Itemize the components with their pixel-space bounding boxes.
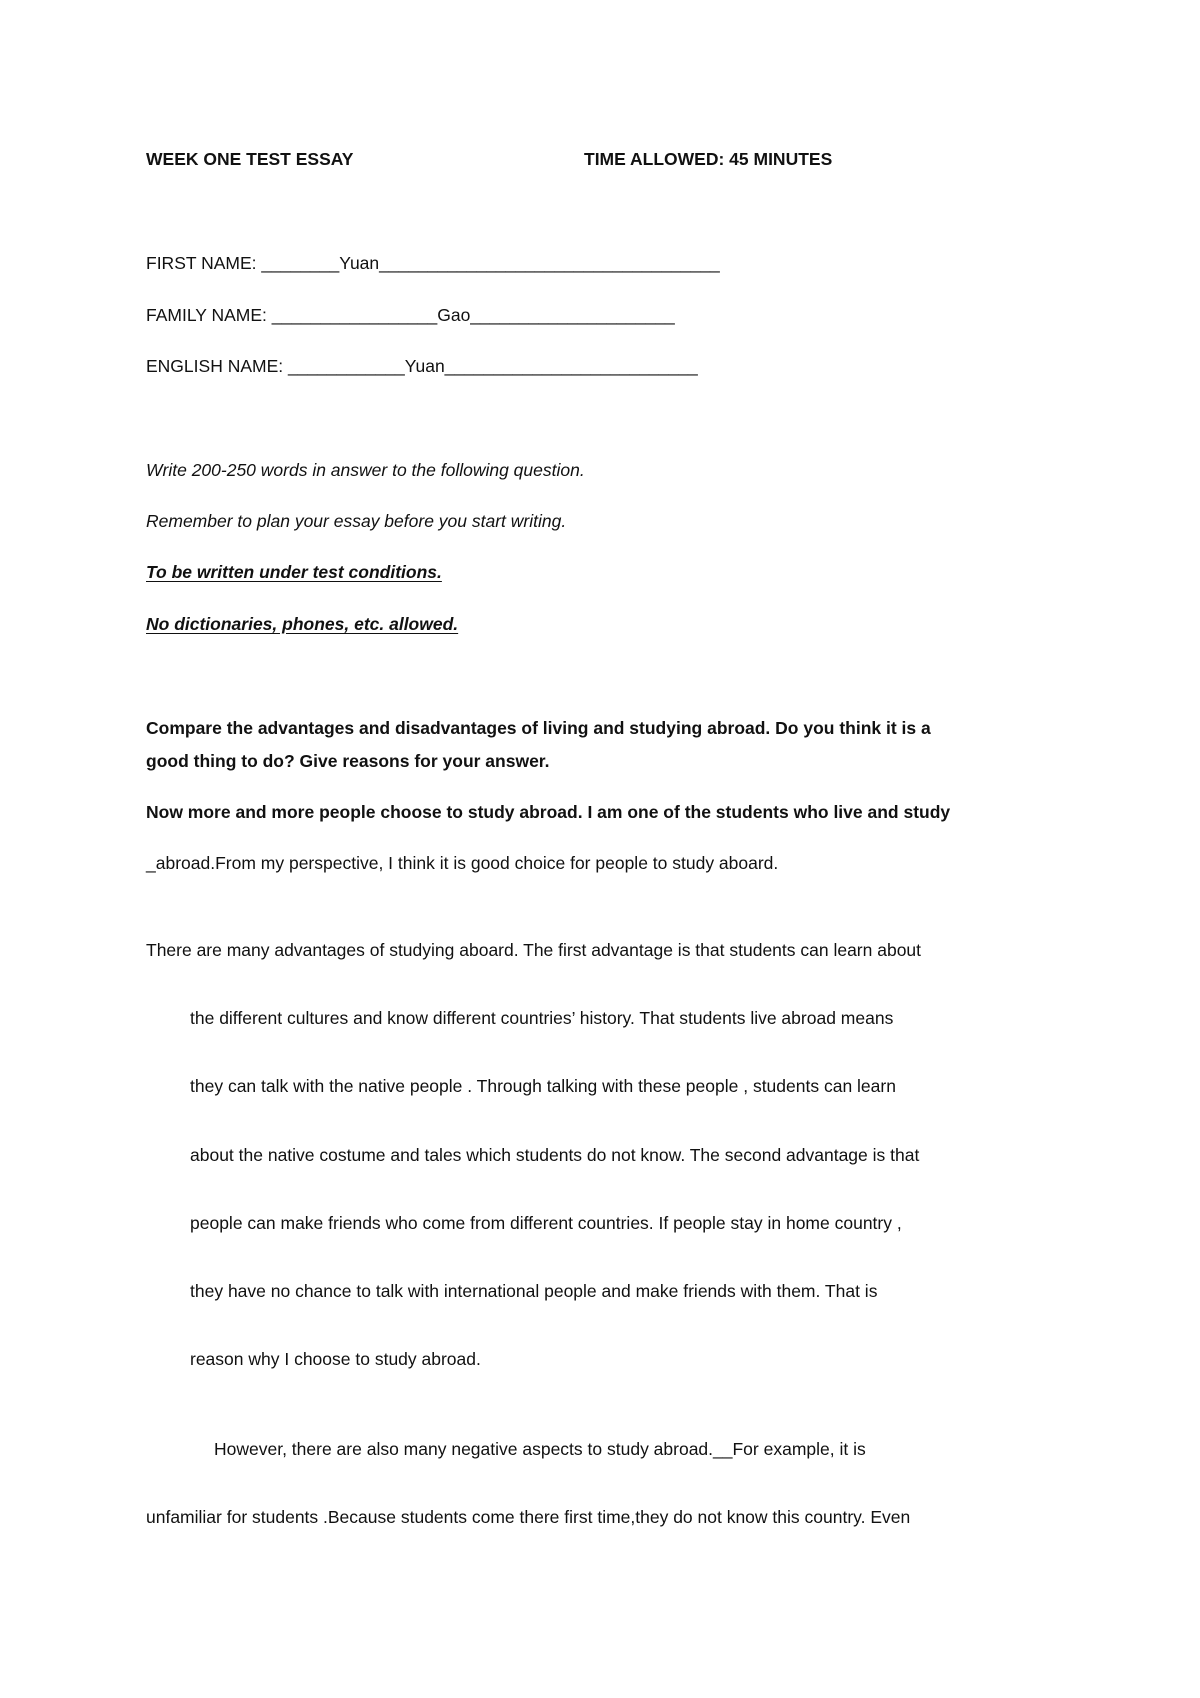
essay-paragraph-line: the different cultures and know different countries’ history. That students live abroad means: [190, 1008, 894, 1028]
essay-intro-line: _abroad.From my perspective, I think it is good choice for people to study aboard.: [146, 853, 779, 873]
english-name-field: ENGLISH NAME: ____________Yuan__________________________: [146, 356, 698, 376]
essay-paragraph-line: unfamiliar for students .Because students come there first time,they do not know this country. Even: [146, 1507, 911, 1527]
essay-paragraph-line: they can talk with the native people . Through talking with these people , students can learn: [190, 1076, 896, 1096]
instruction-plan: Remember to plan your essay before you start writing.: [146, 511, 567, 531]
instruction-word-count: Write 200-250 words in answer to the following question.: [146, 460, 585, 480]
instruction-test-conditions: To be written under test conditions.: [146, 562, 442, 582]
test-title: WEEK ONE TEST ESSAY: [146, 149, 354, 169]
essay-paragraph-line: about the native costume and tales which students do not know. The second advantage is that: [190, 1145, 920, 1165]
essay-intro-line: Now more and more people choose to study abroad. I am one of the students who live and study: [146, 802, 951, 822]
family-name-field: FAMILY NAME: _________________Gao_____________________: [146, 305, 675, 325]
essay-question-line: good thing to do? Give reasons for your answer.: [146, 751, 550, 771]
essay-paragraph-line: However, there are also many negative aspects to study abroad.__For example, it is: [214, 1439, 866, 1459]
essay-paragraph-line: There are many advantages of studying aboard. The first advantage is that students can learn about: [146, 940, 922, 960]
instruction-no-dictionaries: No dictionaries, phones, etc. allowed.: [146, 614, 459, 634]
time-allowed: TIME ALLOWED: 45 MINUTES: [584, 149, 833, 169]
essay-question-line: Compare the advantages and disadvantages of living and studying abroad. Do you think it is a: [146, 718, 931, 738]
essay-paragraph-line: they have no chance to talk with international people and make friends with them. That is: [190, 1281, 878, 1301]
first-name-field: FIRST NAME: ________Yuan___________________________________: [146, 253, 720, 273]
essay-paragraph-line: people can make friends who come from different countries. If people stay in home country ,: [190, 1213, 902, 1233]
essay-paragraph-line: reason why I choose to study abroad.: [190, 1349, 481, 1369]
